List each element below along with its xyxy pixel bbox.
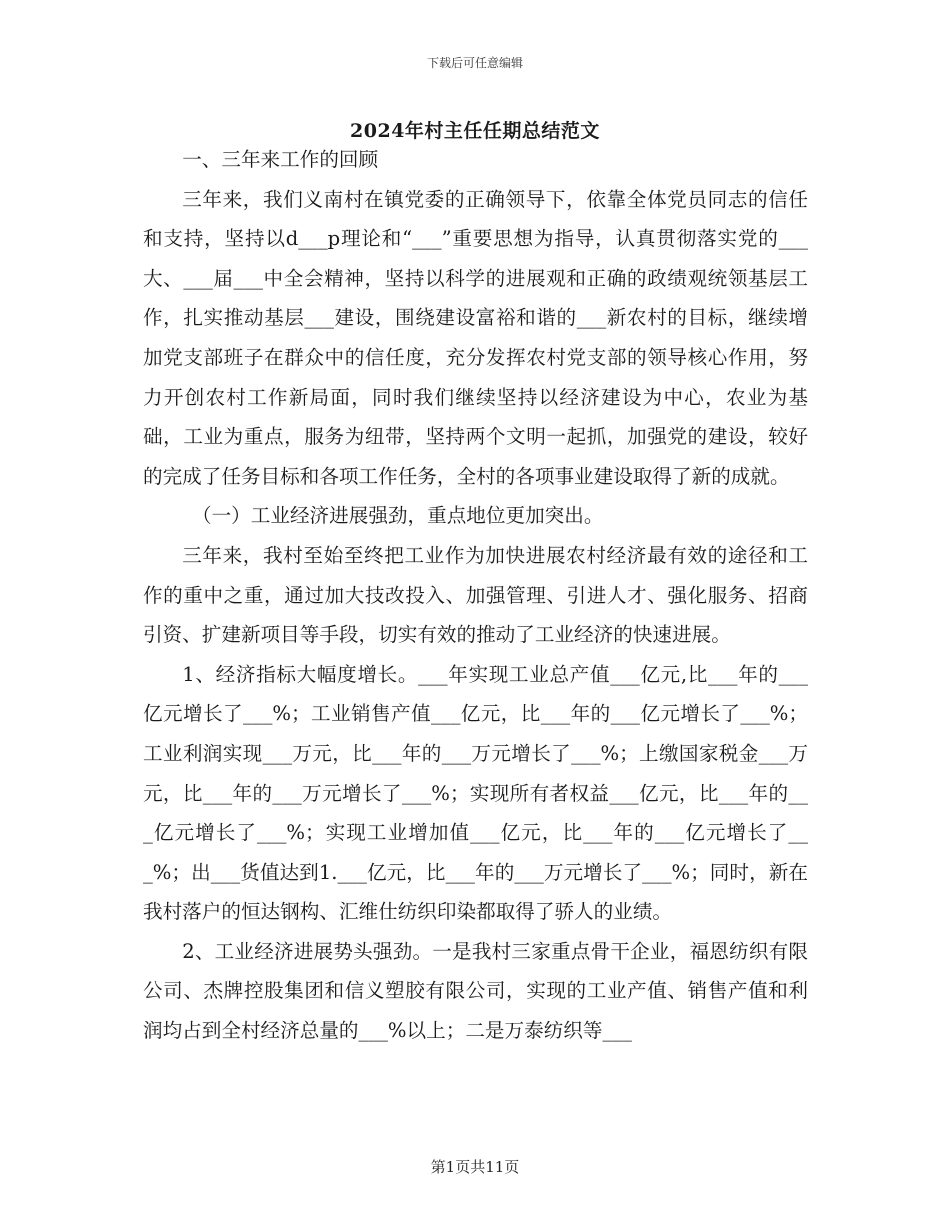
paragraph-industry: 三年来，我村至始至终把工业作为加快进展农村经济最有效的途径和工作的重中之重，通过加大技改投入、加强管理、引进人才、强化服务、招商引资、扩建新项目等手段，切实有效的推动了工业经济的快速进展。 bbox=[143, 543, 808, 647]
page-number: 第1页共11页 bbox=[430, 1158, 520, 1176]
paragraph-momentum: 2、工业经济进展势头强劲。一是我村三家重点骨干企业，福恩纺织有限公司、杰牌控股集团和信义塑胶有限公司，实现的工业产值、销售产值和利润均占到全村经济总量的___%以上；二是万泰纺织等___ bbox=[143, 939, 808, 1043]
document-title: 2024年村主任任期总结范文 bbox=[350, 120, 600, 142]
paragraph-indicators: 1、经济指标大幅度增长。___年实现工业总产值___亿元,比___年的___亿元增长了___%；工业销售产值___亿元，比___年的___亿元增长了___%；工业利润实现___万元，比___年的___万元增长了___%；上缴国家税金___万元，比___年的___万元增长了___%；实现所有者权益___亿元，比___年的___亿元增长了___%；实现工业增加值___亿元，比___年的___亿元增长了___%；出___货值达到1.___亿元，比___年的___万元增长了___%；同时，新在我村落户的恒达钢构、汇维仕纺织印染都取得了骄人的业绩。 bbox=[143, 662, 808, 924]
section-heading: 一、三年来工作的回顾 bbox=[182, 148, 379, 171]
subsection-heading: （一）工业经济进展强劲，重点地位更加突出。 bbox=[192, 504, 604, 528]
header-note: 下载后可任意编辑 bbox=[426, 56, 523, 70]
document-body bbox=[143, 140, 808, 1051]
paragraph-review: 三年来，我们义南村在镇党委的正确领导下，依靠全体党员同志的信任和支持，坚持以d___p理论和“___”重要思想为指导，认真贯彻落实党的___大、___届___中全会精神，坚持以科学的进展观和正确的政绩观统领基层工作，扎实推动基层___建设，围绕建设富裕和谐的___新农村的目标，继续增加党支部班子在群众中的信任度，充分发挥农村党支部的领导核心作用，努力开创农村工作新局面，同时我们继续坚持以经济建设为中心，农业为基础，工业为重点，服务为纽带，坚持两个文明一起抓，加强党的建设，较好的完成了任务目标和各项工作任务，全村的各项事业建设取得了新的成就。 bbox=[143, 187, 808, 488]
